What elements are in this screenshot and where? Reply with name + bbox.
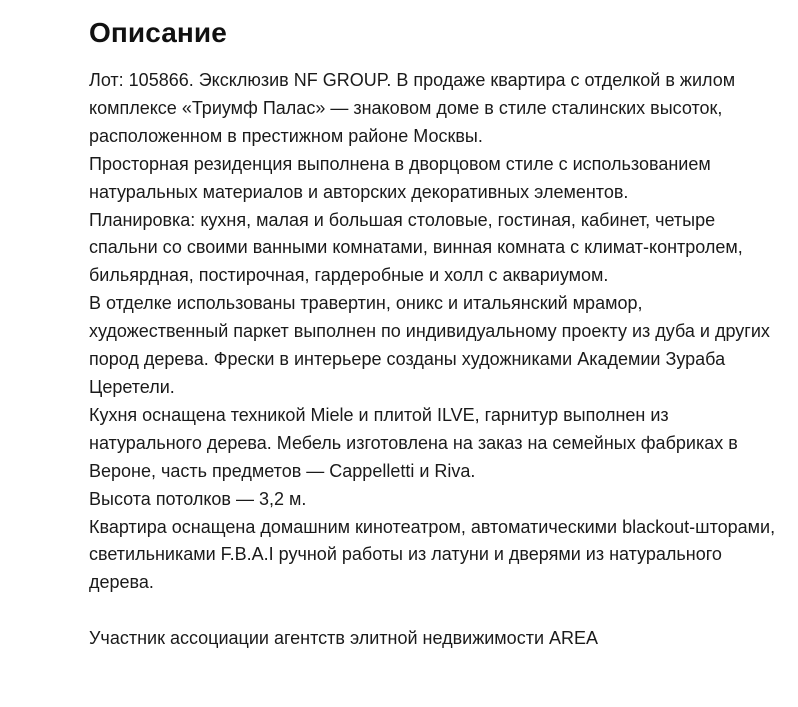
description-title: Описание [89, 17, 227, 48]
description-paragraph-finishing: В отделке использованы травертин, оникс и итальянский мрамор, художественный паркет выполнен по индивидуальному проекту из дуба и других пород дерева. Фрески в интерьере созданы художниками Академии Зураба Церетели. [89, 293, 770, 397]
description-paragraph-equipment: Квартира оснащена домашним кинотеатром, автоматическими blackout-шторами, светильниками F.B.A.I ручной работы из латуни и дверями из натурального дерева. [89, 516, 776, 593]
description-paragraph-residence: Просторная резиденция выполнена в дворцовом стиле с использованием натуральных материалов и авторских декоративных элементов. [89, 153, 711, 202]
description-body [89, 67, 779, 597]
description-paragraph-kitchen: Кухня оснащена техникой Miele и плитой ILVE, гарнитур выполнен из натурального дерева. Мебель изготовлена на заказ на семейных фабриках в Вероне, часть предметов — Cappelletti и Riva. [89, 404, 738, 481]
description-section [89, 14, 779, 671]
association-note: Участник ассоциации агентств элитной недвижимости AREA [89, 628, 599, 649]
description-paragraph-ceiling: Высота потолков — 3,2 м. [89, 488, 307, 509]
description-paragraph-lot: Лот: 105866. Эксклюзив NF GROUP. В продаже квартира с отделкой в жилом комплексе «Триумф Палас» — знаковом доме в стиле сталинских высоток, расположенном в престижном районе Москвы. [89, 70, 736, 146]
description-paragraph-layout: Планировка: кухня, малая и большая столовые, гостиная, кабинет, четыре спальни со своими ванными комнатами, винная комната с климат-контролем, бильярдная, постирочная, гардеробные и холл с аквариумом. [89, 209, 743, 286]
